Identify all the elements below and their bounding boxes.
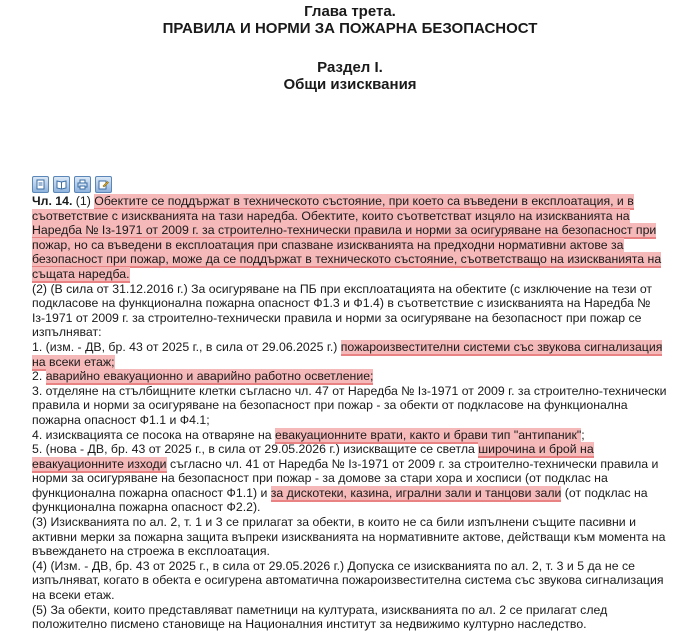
paragraph-3: (3) Изискванията по ал. 2, т. 1 и 3 се прилагат за обекти, в които не са били изпълнени същите пасивни и активни мерки за пожарна защита въпреки изискванията на нормативните актове, действащи към момента на въвеждането на строежа в експлоатация. bbox=[32, 515, 666, 559]
item-2 bbox=[32, 369, 672, 384]
highlighted-text: Обектите се поддържат в техническото състояние, при което са въведени в експлоатация, и в съответствие с изискванията на тази наредба. Обектите, които съответстват изцяло на изискванията на Наредба № Із-1971 от 2009 г. за строително-технически правила и норми за осигуряване на безопасност при пожар, но са въведени в експлоатация при спазване изискванията на предходни нормативни актове за безопасност при пожар, може да се поддържат в техническото състояние, съответстващо на изискванията на същата наредба. bbox=[32, 194, 662, 281]
headings bbox=[0, 3, 700, 93]
edit-icon[interactable] bbox=[95, 176, 112, 193]
item-5 bbox=[32, 442, 672, 515]
paragraph-5: (5) За обекти, които представляват паметници на културата, изискванията по ал. 2 се прилагат след положително писмено становище на Националния институт за недвижимо културно наследство. bbox=[32, 602, 608, 632]
paragraph-1 bbox=[32, 194, 672, 282]
item-1-prefix: 1. (изм. - ДВ, бр. 43 от 2025 г., в сила от 29.06.2025 г.) bbox=[32, 339, 341, 354]
article-number: Чл. 14. bbox=[32, 194, 73, 208]
article-toolbar bbox=[32, 176, 112, 193]
highlighted-text: за дискотеки, казина, игрални зали и танцови зали bbox=[270, 485, 562, 500]
item-3: 3. отделяне на стълбищните клетки съгласно чл. 47 от Наредба № Із-1971 от 2009 г. за строително-технически правила и норми за осигуряване на безопасност при пожар - за обекти от подкласове на функционална пожарна опасност Ф1.1 и Ф4.1; bbox=[32, 383, 667, 427]
chapter-title: Глава трета. bbox=[304, 3, 396, 20]
item-4 bbox=[32, 428, 672, 443]
item-1 bbox=[32, 340, 672, 369]
highlighted-text: аварийно евакуационно и аварийно работно осветление; bbox=[45, 369, 374, 384]
item-2-prefix: 2. bbox=[32, 369, 46, 384]
item-5-suffix: (от подклас на функционална пожарна опасност Ф2.2). bbox=[32, 485, 648, 515]
paragraph-1-prefix: (1) bbox=[72, 194, 95, 208]
paragraph-2: (2) (В сила от 31.12.2016 г.) За осигуряване на ПБ при експлоатацията на обектите (с изключение на тези от подкласове на функционална пожарна опасност Ф1.3 и Ф1.4) в съответствие с изискванията на Наредба № Із-1971 от 2009 г. за строително-технически правила и норми за осигуряване на безопасност при пожар се изпълняват: bbox=[32, 281, 653, 340]
section-title: Раздел I. bbox=[317, 59, 383, 76]
article-14 bbox=[32, 194, 672, 632]
book-icon[interactable] bbox=[53, 176, 70, 193]
highlighted-text: пожароизвестителни системи със звукова сигнализация на всеки етаж; bbox=[32, 339, 663, 369]
paragraph-4: (4) (Изм. - ДВ, бр. 43 от 2025 г., в сила от 29.05.2026 г.) Допуска се изискванията по ал. 2, т. 3 и 5 да не се изпълняват, когато в обекта е осигурена автоматична пожароизвестителна система със звукова сигнализация на всеки етаж. bbox=[32, 558, 664, 603]
item-4-suffix: ; bbox=[581, 427, 585, 442]
document-icon[interactable] bbox=[32, 176, 49, 193]
print-icon[interactable] bbox=[74, 176, 91, 193]
highlighted-text: широчина и брой на евакуационните изходи bbox=[32, 442, 594, 471]
chapter-subtitle: ПРАВИЛА И НОРМИ ЗА ПОЖАРНА БЕЗОПАСНОСТ bbox=[162, 20, 538, 37]
section-subtitle: Общи изисквания bbox=[283, 76, 417, 93]
item-4-prefix: 4. изисквацията се посока на отваряне на bbox=[32, 427, 275, 442]
item-5-prefix: 5. (нова - ДВ, бр. 43 от 2025 г., в сила от 29.05.2026 г.) изискващите се светла bbox=[32, 442, 479, 457]
item-5-middle: съгласно чл. 41 от Наредба № Із-1971 от 2009 г. за строително-технически правила и норми за осигуряване на безопасност при пожар - за домове за стари хора и хосписи (от подклас на функционална пожарна опасност Ф1.1) и bbox=[32, 456, 659, 500]
highlighted-text: евакуационните врати, както и брави тип "антипаник" bbox=[275, 427, 582, 442]
